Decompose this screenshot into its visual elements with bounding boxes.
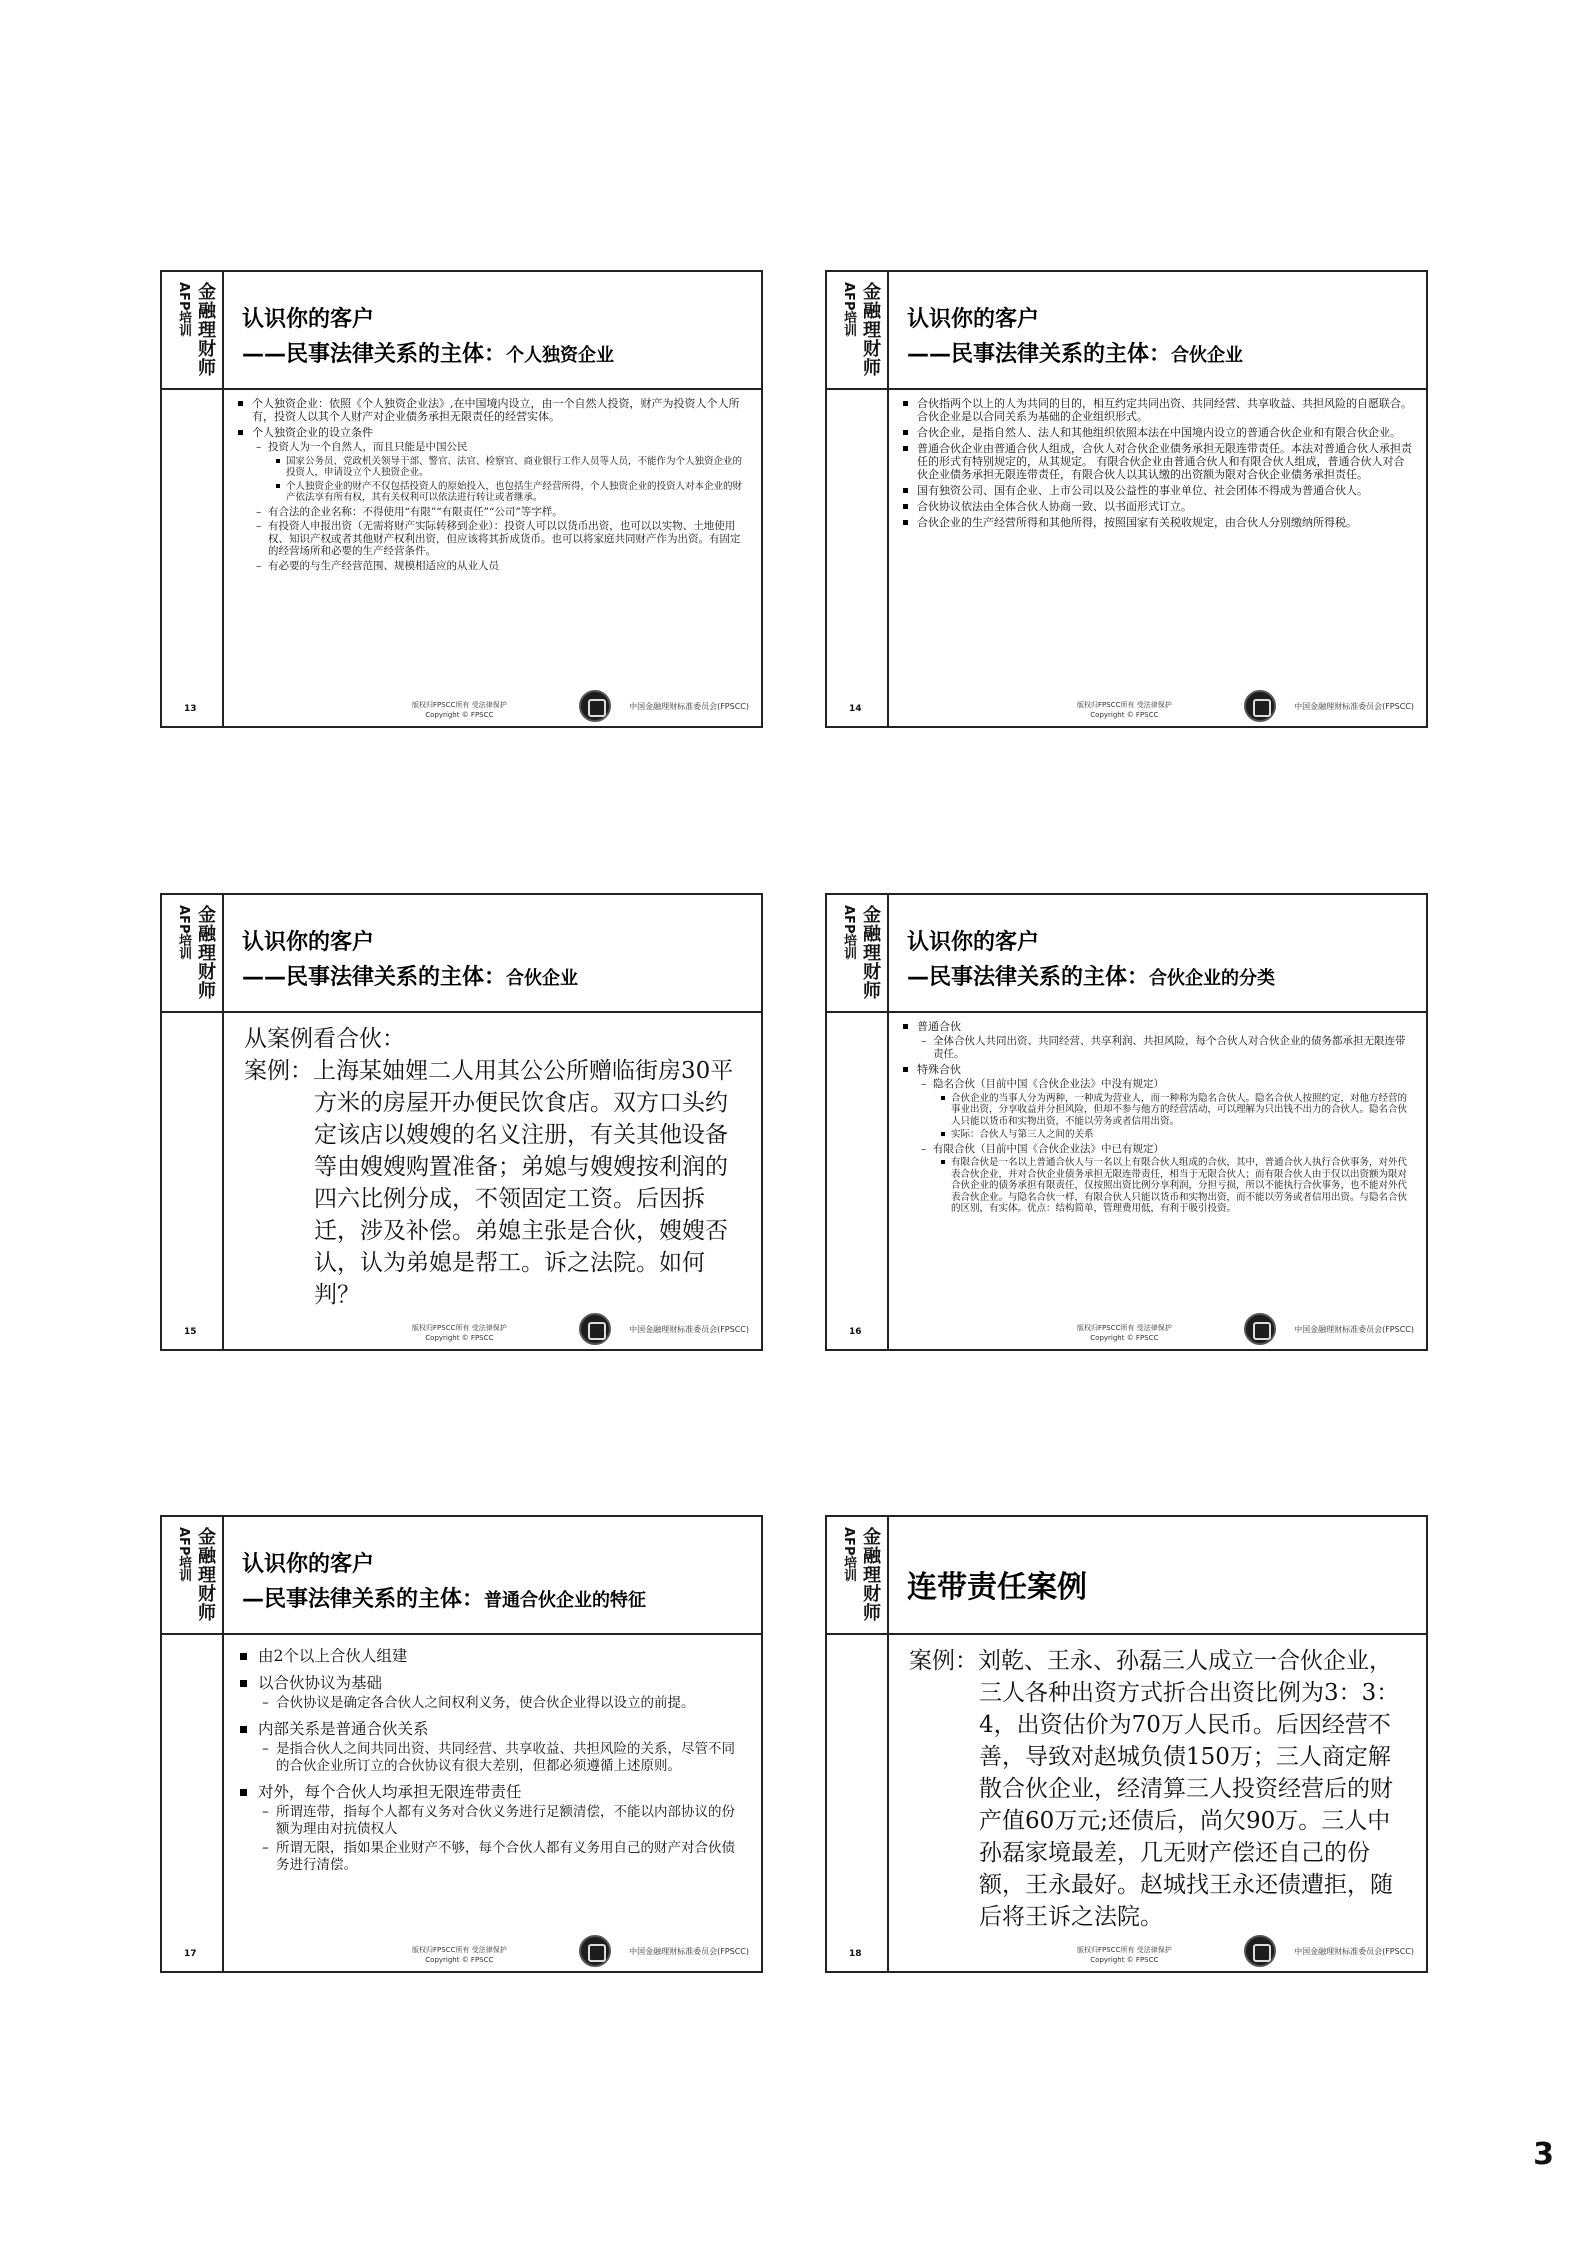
brand-sub: AFP培训 [176, 905, 191, 960]
title-line-1: 认识你的客户 [907, 307, 1040, 332]
brand-block [162, 272, 224, 390]
brand-main: 金融理财师 [195, 1527, 216, 1622]
list-item: 普通合伙 [899, 1020, 1412, 1033]
copyright-line-2: Copyright © FPSCC [425, 1956, 494, 1964]
brand-main: 金融理财师 [195, 282, 216, 377]
page-number: 3 [1533, 2137, 1554, 2172]
copyright-line-1: 版权归FPSCC所有 受法律保护 [1077, 701, 1172, 709]
case-heading: 从案例看合伙： [244, 1026, 405, 1052]
list-item: 普通合伙企业由普通合伙人组成，合伙人对合伙企业债务承担无限连带责任。本法对普通合伙人承担责任的形式有特别规定的，从其规定。 有限合伙企业由普通合伙人和有限合伙人组成，普通合伙人对合伙企业债务承担无限连带责任，有限合伙人以其认缴的出资额为限对合伙企业债务承担责任。 [899, 442, 1412, 481]
slide-16 [825, 893, 1428, 1351]
brand-block [162, 895, 224, 1013]
brand-main: 金融理财师 [195, 905, 216, 1000]
brand-sub: AFP培训 [176, 1527, 191, 1582]
slide-content [899, 1017, 1412, 1309]
brand-main: 金融理财师 [860, 1527, 881, 1622]
list-item: 内部关系是普通合伙关系 [234, 1720, 747, 1739]
list-item: 个人独资企业：依照《个人独资企业法》,在中国境内设立，由一个自然人投资，财产为投资人个人所有，投资人以其个人财产对企业债务承担无限责任的经营实体。 [234, 397, 747, 423]
list-item: – 有投资人申报出资（无需将财产实际转移到企业）：投资人可以以货币出资，也可以以实物、土地使用权、知识产权或者其他财产权利出资，但应该将其折成货币。也可以将家庭共同财产作为出资。有固定的经营场所和必要的生产经营条件。 [234, 520, 747, 558]
copyright [412, 1323, 507, 1343]
list-item: – 有限合伙（目前中国《合伙企业法》中已有规定） [899, 1143, 1412, 1156]
title-line-1: 连带责任案例 [907, 1570, 1087, 1605]
title-line-1: 认识你的客户 [242, 1552, 375, 1577]
list-item: 合伙企业，是指自然人、法人和其他组织依照本法在中国境内设立的普通合伙企业和有限合伙企业。 [899, 426, 1412, 439]
slide-title [907, 302, 1414, 368]
case-text: 案例：刘乾、王永、孙磊三人成立一合伙企业，三人各种出资方式折合出资比例为3：3：4，出资估价为70万人民币。后因经营不善，导致对赵城负债150万；三人商定解散合伙企业，经清算三人投资经营后的财产值60万元;还债后，尚欠90万。三人中孙磊家境最差，几无财产偿还自己的份额，王永最好。赵城找王永还债遭拒，随后将王诉之法院。 [909, 1648, 1400, 1930]
org-name: 中国金融理财标准委员会(FPSCC) [1294, 1325, 1414, 1334]
title-line-1: 认识你的客户 [242, 307, 375, 332]
slide-footer [162, 1933, 761, 1971]
slide-content [234, 394, 747, 686]
copyright [1077, 1945, 1172, 1965]
slide-content [234, 1639, 747, 1931]
bullet-list [234, 397, 747, 572]
list-item: – 投资人为一个自然人，而且只能是中国公民 [234, 441, 747, 454]
slide-footer [162, 688, 761, 726]
slide-title [907, 925, 1414, 991]
fpscc-logo-icon [579, 690, 611, 722]
slide-footer [827, 1311, 1426, 1349]
fpscc-logo-icon [579, 1313, 611, 1345]
brand-sub: AFP培训 [176, 282, 191, 337]
slide-content [234, 1017, 747, 1309]
copyright-line-1: 版权归FPSCC所有 受法律保护 [1077, 1946, 1172, 1954]
brand-block [827, 895, 889, 1013]
slide-footer [162, 1311, 761, 1349]
fpscc-logo-icon [579, 1935, 611, 1967]
brand-block [162, 1517, 224, 1635]
header-divider [224, 1011, 761, 1013]
left-bar [827, 390, 889, 726]
slide-content [899, 1639, 1412, 1931]
brand-main: 金融理财师 [860, 905, 881, 1000]
org-name: 中国金融理财标准委员会(FPSCC) [629, 702, 749, 711]
title-prefix: ——民事法律关系的主体： [907, 342, 1172, 367]
title-topic: 合伙企业 [506, 968, 579, 989]
title-prefix: —民事法律关系的主体： [907, 965, 1150, 990]
copyright [1077, 700, 1172, 720]
title-prefix: ——民事法律关系的主体： [242, 342, 507, 367]
list-item: – 合伙协议是确定各合伙人之间权利义务，使合伙企业得以设立的前提。 [234, 1695, 747, 1712]
copyright-line-2: Copyright © FPSCC [425, 711, 494, 719]
slide-number: 15 [184, 1327, 197, 1337]
brand-block [827, 1517, 889, 1635]
title-topic: 个人独资企业 [506, 345, 615, 366]
title-topic: 合伙企业的分类 [1149, 968, 1276, 989]
title-line-2 [242, 960, 749, 991]
copyright [412, 1945, 507, 1965]
slide-18 [825, 1515, 1428, 1973]
brand-block [827, 272, 889, 390]
header-divider [224, 388, 761, 390]
title-line-1: 认识你的客户 [242, 930, 375, 955]
slide-title [242, 925, 749, 991]
list-item: – 全体合伙人共同出资、共同经营、共享利润、共担风险，每个合伙人对合伙企业的债务都承担无限连带责任。 [899, 1035, 1412, 1060]
header-divider [889, 1011, 1426, 1013]
title-line-2 [242, 1582, 749, 1613]
copyright-line-2: Copyright © FPSCC [1090, 1956, 1159, 1964]
brand-sub: AFP培训 [841, 1527, 856, 1582]
title-line-2 [242, 337, 749, 368]
slide-title [907, 1562, 1414, 1606]
slide-content [899, 394, 1412, 686]
left-bar [827, 1013, 889, 1349]
list-item: – 有必要的与生产经营范围、规模相适应的从业人员 [234, 560, 747, 573]
brand-sub: AFP培训 [841, 282, 856, 337]
copyright-line-1: 版权归FPSCC所有 受法律保护 [412, 701, 507, 709]
fpscc-logo-icon [1244, 690, 1276, 722]
list-item: – 有合法的企业名称：不得使用“有限”“有限责任”“公司”等字样。 [234, 506, 747, 519]
list-item: 特殊合伙 [899, 1063, 1412, 1076]
list-item: 以合伙协议为基础 [234, 1674, 747, 1693]
header-divider [224, 1633, 761, 1635]
slide-number: 17 [184, 1949, 197, 1959]
list-item: 个人独资企业的设立条件 [234, 426, 747, 439]
header-divider [889, 388, 1426, 390]
slide-number: 18 [849, 1949, 862, 1959]
header-divider [889, 1633, 1426, 1635]
fpscc-logo-icon [1244, 1313, 1276, 1345]
list-item: – 是指合伙人之间共同出资、共同经营、共享收益、共担风险的关系，尽管不同的合伙企业所订立的合伙协议有很大差别，但都必须遵循上述原则。 [234, 1741, 747, 1775]
slide-17 [160, 1515, 763, 1973]
list-item: 有限合伙是一名以上普通合伙人与一名以上有限合伙人组成的合伙，其中，普通合伙人执行合伙事务，对外代表合伙企业，并对合伙企业债务承担无限连带责任，相当于无限合伙人；而有限合伙人由于仅以出资额为限对合伙企业的债务承担有限责任，仅按照出资比例分享利润，分担亏损，所以不能执行合伙事务，也不能对外代表合伙企业。与隐名合伙一样，有限合伙人只能以货币和实物出资，而不能以劳务或者信用出资。与隐名合伙的区别，有实体。优点：结构简单，管理费用低，有利于吸引投资。 [899, 1157, 1412, 1215]
copyright [1077, 1323, 1172, 1343]
title-topic: 普通合伙企业的特征 [484, 1590, 647, 1611]
slide-14 [825, 270, 1428, 728]
slide-13 [160, 270, 763, 728]
list-item: 对外，每个合伙人均承担无限连带责任 [234, 1783, 747, 1802]
left-bar [827, 1635, 889, 1971]
list-item: 合伙指两个以上的人为共同的目的，相互约定共同出资、共同经营、共享收益、共担风险的自愿联合。合伙企业是以合同关系为基础的企业组织形式。 [899, 397, 1412, 423]
brand-main: 金融理财师 [860, 282, 881, 377]
list-item: 合伙协议依法由全体合伙人协商一致、以书面形式订立。 [899, 500, 1412, 513]
slide-number: 14 [849, 704, 862, 714]
copyright [412, 700, 507, 720]
brand-sub: AFP培训 [841, 905, 856, 960]
list-item: – 隐名合伙（目前中国《合伙企业法》中没有规定） [899, 1078, 1412, 1091]
title-line-2 [907, 337, 1414, 368]
list-item: 实际：合伙人与第三人之间的关系 [899, 1129, 1412, 1141]
org-name: 中国金融理财标准委员会(FPSCC) [629, 1947, 749, 1956]
org-name: 中国金融理财标准委员会(FPSCC) [1294, 702, 1414, 711]
copyright-line-2: Copyright © FPSCC [1090, 711, 1159, 719]
copyright-line-1: 版权归FPSCC所有 受法律保护 [412, 1946, 507, 1954]
list-item: 合伙企业的当事人分为两种，一种成为营业人，而一种称为隐名合伙人。隐名合伙人按照约定，对他方经营的事业出资，分享收益并分担风险，但却不参与他方的经营活动，可以理解为只出钱不出力的合伙人。隐名合伙人只能以货币和实物出资，不能以劳务或者信用出资。 [899, 1093, 1412, 1128]
left-bar [162, 390, 224, 726]
bullet-list [899, 397, 1412, 529]
bullet-list [899, 1020, 1412, 1215]
slide-title [242, 1547, 749, 1613]
slide-number: 13 [184, 704, 197, 714]
title-line-1: 认识你的客户 [907, 930, 1040, 955]
fpscc-logo-icon [1244, 1935, 1276, 1967]
case-text: 案例：上海某妯娌二人用其公公所赠临街房30平方米的房屋开办便民饮食店。双方口头约定该店以嫂嫂的名义注册，有关其他设备等由嫂嫂购置准备；弟媳与嫂嫂按利润的四六比例分成，不领固定工资。后因拆迁，涉及补偿。弟媳主张是合伙，嫂嫂否认，认为弟媳是帮工。诉之法院。如何判？ [244, 1058, 734, 1308]
slide-title [242, 302, 749, 368]
copyright-line-2: Copyright © FPSCC [425, 1334, 494, 1342]
list-item: 合伙企业的生产经营所得和其他所得，按照国家有关税收规定，由合伙人分别缴纳所得税。 [899, 516, 1412, 529]
org-name: 中国金融理财标准委员会(FPSCC) [1294, 1947, 1414, 1956]
list-item: – 所谓连带，指每个人都有义务对合伙义务进行足额清偿，不能以内部协议的份额为理由对抗债权人 [234, 1804, 747, 1838]
list-item: 个人独资企业的财产不仅包括投资人的原始投入，也包括生产经营所得，个人独资企业的投资人对本企业的财产依法享有所有权，其有关权利可以依法进行转让或者继承。 [234, 481, 747, 504]
slide-footer [827, 688, 1426, 726]
left-bar [162, 1635, 224, 1971]
copyright-line-1: 版权归FPSCC所有 受法律保护 [1077, 1324, 1172, 1332]
list-item: 由2个以上合伙人组建 [234, 1647, 747, 1666]
list-item: – 所谓无限，指如果企业财产不够，每个合伙人都有义务用自己的财产对合伙债务进行清偿。 [234, 1840, 747, 1874]
left-bar [162, 1013, 224, 1349]
bullet-list [234, 1647, 747, 1874]
title-line-2 [907, 960, 1414, 991]
copyright-line-1: 版权归FPSCC所有 受法律保护 [412, 1324, 507, 1332]
org-name: 中国金融理财标准委员会(FPSCC) [629, 1325, 749, 1334]
title-prefix: —民事法律关系的主体： [242, 1587, 485, 1612]
title-topic: 合伙企业 [1171, 345, 1244, 366]
list-item: 国有独资公司、国有企业、上市公司以及公益性的事业单位、社会团体不得成为普通合伙人。 [899, 484, 1412, 497]
title-prefix: ——民事法律关系的主体： [242, 965, 507, 990]
slide-footer [827, 1933, 1426, 1971]
slide-number: 16 [849, 1327, 862, 1337]
slide-15 [160, 893, 763, 1351]
copyright-line-2: Copyright © FPSCC [1090, 1334, 1159, 1342]
list-item: 国家公务员、党政机关领导干部、警官、法官、检察官、商业银行工作人员等人员，不能作为个人独资企业的投资人，申请设立个人独资企业。 [234, 456, 747, 479]
